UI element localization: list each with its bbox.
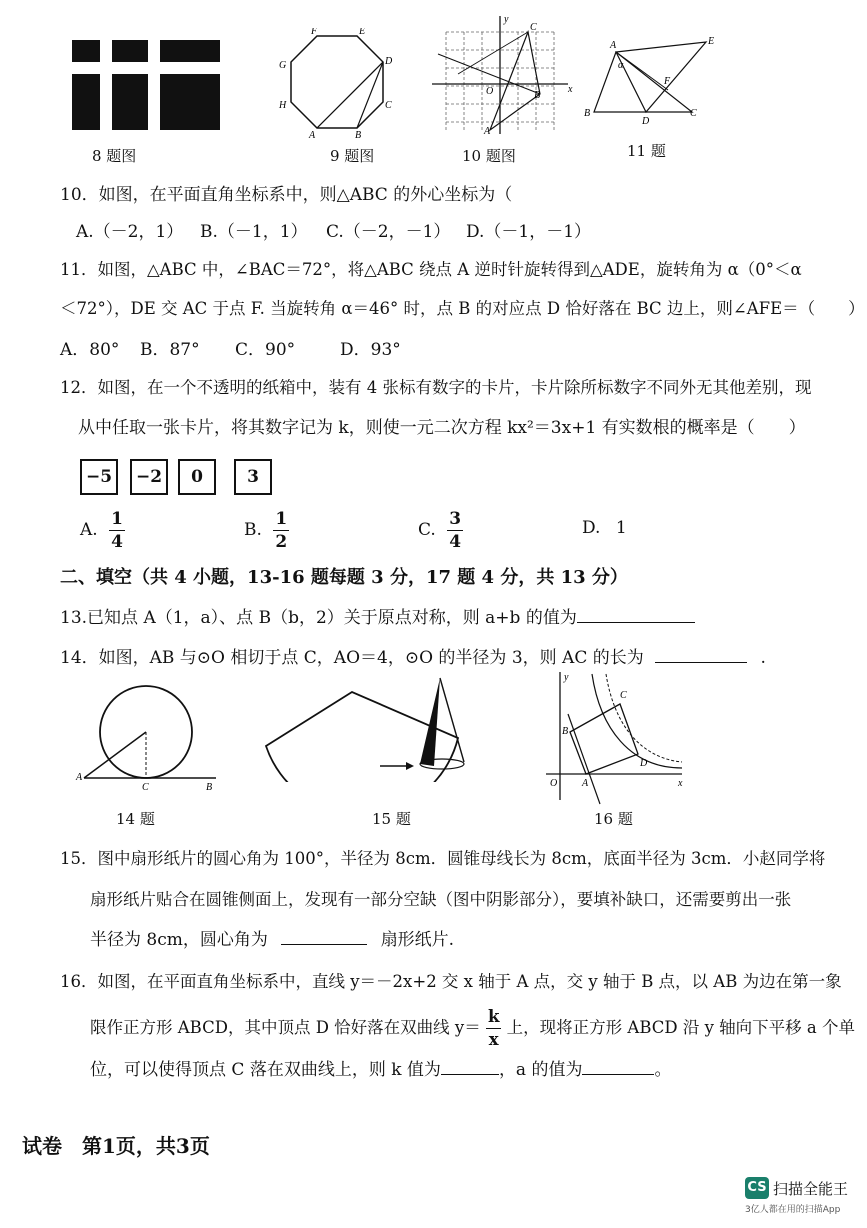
q16-line2-end: 上，现将正方形 ABCD 沿 y 轴向下平移 a 个单 (506, 1018, 856, 1037)
cs-icon: CS (745, 1177, 769, 1199)
figure-15 (258, 672, 478, 786)
fig16-label: B (562, 726, 569, 737)
fig14-caption: 14 题 (116, 810, 155, 828)
answer-blank[interactable] (281, 944, 367, 945)
fig15-graphic (258, 672, 478, 782)
fig14-label: C (142, 782, 149, 793)
denominator: 4 (111, 532, 123, 552)
option-label: A. (80, 520, 98, 540)
fig8-graphic (72, 40, 220, 132)
fraction (447, 508, 463, 553)
fig11-label: B (584, 108, 591, 119)
q12-card: −2 (130, 459, 168, 495)
q16-line2 (90, 1006, 855, 1051)
figure-16 (540, 668, 690, 812)
fraction (273, 508, 289, 553)
fig10-caption: 10 题图 (462, 147, 516, 165)
numerator: 3 (449, 509, 462, 529)
fig9-label: B (355, 130, 362, 140)
fig11-label: A (610, 40, 617, 51)
q15-line3-end: 扇形纸片. (380, 930, 455, 950)
q10-option-b: B.（－1，1） (200, 222, 308, 242)
q13-text: 13.已知点 A（1，a）、点 B（b，2）关于原点对称，则 a+b 的值为 (60, 608, 577, 628)
numerator: 1 (275, 509, 288, 529)
figure-8 (72, 40, 220, 136)
fig10-label: x (568, 84, 573, 95)
q11-line2: ＜72°），DE 交 AC 于点 F. 当旋转角 α＝46° 时，点 B 的对应点 D 恰好落在 BC 边上，则∠AFE＝（ ） (60, 299, 865, 318)
q16-line3-mid: ，a 的值为 (498, 1060, 583, 1080)
fig9-label: E (359, 28, 366, 37)
q12-card: 0 (178, 459, 216, 495)
answer-blank[interactable] (655, 662, 747, 663)
answer-blank[interactable] (582, 1074, 654, 1075)
q10-option-d: D.（－1，－1） (466, 222, 592, 242)
fig11-label: F (664, 76, 671, 87)
q16-line1: 16．如图，在平面直角坐标系中，直线 y＝－2x+2 交 x 轴于 A 点，交 y 轴于 B 点，以 AB 为边在第一象 (60, 972, 842, 991)
q12-option-b (244, 508, 289, 553)
q11-option-c: C．90° (235, 340, 296, 360)
q14-end: . (760, 648, 766, 668)
option-value: 1 (615, 518, 627, 538)
denominator: 4 (449, 532, 462, 552)
q12-option-c (418, 508, 463, 553)
fig14-label: A (76, 772, 83, 783)
fig10-label: A (484, 126, 491, 136)
fig11-graphic (580, 34, 730, 134)
q10-option-c: C.（－2，－1） (326, 222, 451, 242)
q11-line1: 11．如图，△ABC 中，∠BAC＝72°，将△ABC 绕点 A 逆时针旋转得到△ADE，旋转角为 α（0°＜α (60, 260, 802, 279)
fig11-label: E (708, 36, 715, 47)
q12-option-a (80, 508, 125, 553)
fraction (109, 508, 125, 553)
fig14-graphic (70, 682, 230, 800)
q11-option-d: D．93° (340, 340, 401, 360)
figure-10 (428, 14, 578, 140)
q14 (60, 646, 766, 670)
fig9-label: C (385, 100, 392, 111)
q11-option-b: B．87° (140, 340, 200, 360)
page-footer: 试卷 第1页，共3页 (22, 1134, 210, 1158)
q16-line2-start: 限作正方形 ABCD，其中顶点 D 恰好落在双曲线 y＝ (90, 1018, 481, 1037)
fig15-caption: 15 题 (372, 810, 411, 828)
option-label: B. (244, 520, 262, 540)
q12-line1: 12．如图，在一个不透明的纸箱中，装有 4 张标有数字的卡片，卡片除所标数字不同外无其他差别，现 (60, 378, 812, 397)
q14-text: 14．如图，AB 与⊙O 相切于点 C，AO＝4，⊙O 的半径为 3，则 AC 的长为 (60, 648, 644, 668)
q12-card: −5 (80, 459, 118, 495)
fig9-label: F (311, 28, 318, 37)
figure-9 (275, 28, 395, 144)
fig11-label: D (642, 116, 650, 127)
option-label: D. (582, 518, 601, 538)
answer-blank[interactable] (441, 1074, 499, 1075)
figure-11 (580, 34, 730, 138)
denominator: x (488, 1030, 499, 1049)
q10-stem: 10．如图，在平面直角坐标系中，则△ABC 的外心坐标为（ (60, 185, 513, 205)
figure-14 (70, 682, 230, 804)
q15-line1: 15．图中扇形纸片的圆心角为 100°，半径为 8cm．圆锥母线长为 8cm，底面半径为 3cm．小赵同学将 (60, 849, 826, 868)
fig11-label: α (618, 60, 624, 71)
fig16-label: C (620, 690, 627, 701)
fig16-label: x (678, 778, 683, 789)
q10-option-a: A.（－2，1） (76, 222, 184, 242)
fig10-label: y (504, 14, 509, 25)
fig10-label: C (530, 22, 537, 33)
fig9-caption: 9 题图 (330, 147, 375, 165)
fig9-graphic (275, 28, 395, 140)
fig16-label: y (564, 672, 569, 683)
q11-option-a: A．80° (60, 340, 120, 360)
fig10-label: O (486, 86, 494, 97)
numerator: 1 (111, 509, 123, 529)
fig8-caption: 8 题图 (92, 147, 137, 165)
q16-line3 (90, 1058, 671, 1082)
answer-blank[interactable] (577, 622, 695, 623)
fig14-label: B (206, 782, 213, 793)
fig10-graphic (428, 14, 578, 136)
logo-subtitle: 3亿人都在用的扫描App (745, 1205, 841, 1215)
q12-line2: 从中任取一张卡片，将其数字记为 k，则使一元二次方程 kx²＝3x+1 有实数根的概率是（ ） (78, 418, 806, 438)
fig9-label: D (385, 56, 393, 67)
fig16-graphic (540, 668, 690, 808)
q12-card: 3 (234, 459, 272, 495)
fig16-caption: 16 题 (594, 810, 633, 828)
fig9-label: A (309, 130, 316, 140)
q15-line2: 扇形纸片贴合在圆锥侧面上，发现有一部分空缺（图中阴影部分），要填补缺口，还需要剪出一张 (90, 890, 792, 909)
denominator: 2 (275, 532, 288, 552)
camscanner-logo (745, 1177, 849, 1215)
fig11-caption: 11 题 (627, 142, 666, 160)
q16-line3-end: 。 (654, 1060, 672, 1080)
q15-line3-start: 半径为 8cm，圆心角为 (90, 930, 268, 950)
fig16-label: A (582, 778, 589, 789)
fig11-label: C (690, 108, 697, 119)
q15-line3 (90, 928, 454, 952)
fig16-label: O (550, 778, 558, 789)
fig10-label: B (534, 90, 541, 101)
fig16-label: D (640, 758, 648, 769)
q13 (60, 606, 695, 630)
section-2-heading: 二、填空（共 4 小题，13-16 题每题 3 分，17 题 4 分，共 13 分） (60, 567, 628, 588)
q16-line3-start: 位，可以使得顶点 C 落在双曲线上，则 k 值为 (90, 1060, 441, 1080)
fig9-label: H (279, 100, 287, 111)
q12-option-d (582, 516, 627, 540)
fraction (486, 1006, 501, 1051)
fig9-label: G (279, 60, 287, 71)
numerator: k (486, 1006, 501, 1029)
logo-name: 扫描全能王 (773, 1179, 849, 1198)
option-label: C. (418, 520, 436, 540)
